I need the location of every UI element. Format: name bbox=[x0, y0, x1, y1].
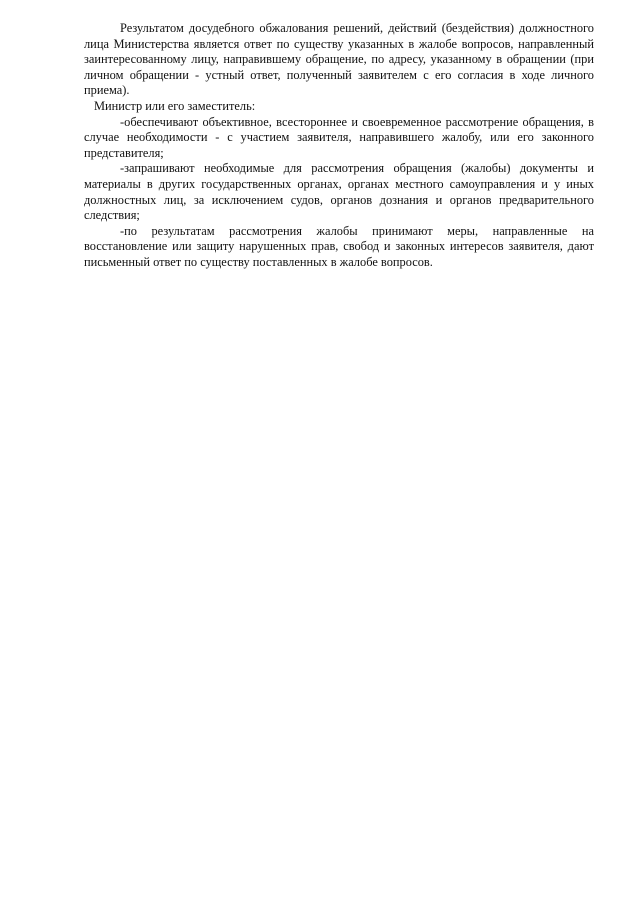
paragraph-ensure-review: -обеспечивают объективное, всестороннее и своевременное рассмотрение обращения, в случае необходимости - с участием заявителя, направившего жалобу, или его законного представителя; bbox=[84, 114, 594, 160]
paragraph-request-documents: -запрашивают необходимые для рассмотрения обращения (жалобы) документы и материалы в других государственных органах, органах местного самоуправления и у иных должностных лиц, за исключением судов, органов дознания и органов предварительного следствия; bbox=[84, 161, 594, 223]
paragraph-take-measures: -по результатам рассмотрения жалобы принимают меры, направленные на восстановление или защиту нарушенных прав, свобод и законных интересов заявителя, дают письменный ответ по существу поставленных в жалобе вопросов. bbox=[84, 223, 594, 269]
paragraph-appeal-result: Результатом досудебного обжалования решений, действий (бездействия) должностного лица Министерства является ответ по существу указанных в жалобе вопросов, направленный заинтересованному лицу, направившему обращение, по адресу, указанному в обращении (при личном обращении - устный ответ, полученный заявителем с его согласия в ходе личного приема). bbox=[84, 21, 594, 98]
document-body bbox=[84, 21, 594, 271]
paragraph-minister-intro: Министр или его заместитель: bbox=[94, 98, 256, 113]
